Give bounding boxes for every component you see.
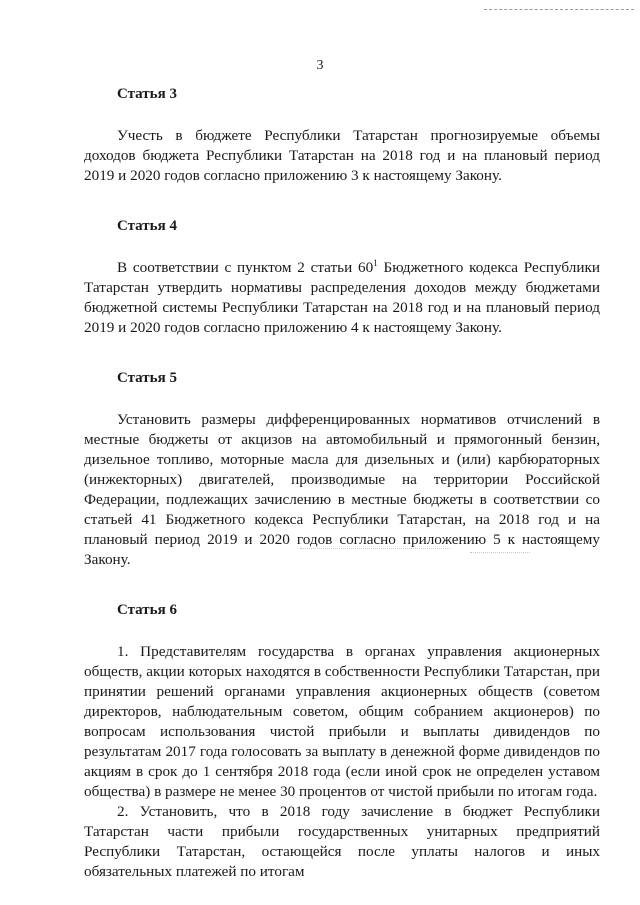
superscript-mark: 1 <box>373 257 378 268</box>
article-3-heading: Статья 3 <box>117 86 177 102</box>
article-6-paragraph-2: 2. Установить, что в 2018 году зачисление в бюджет Республики Татарстан части прибыли государственных унитарных предприятий Республики Татарстан, остающейся после уплаты налогов и иных обязательных платежей по итогам <box>84 803 600 880</box>
article-6-heading: Статья 6 <box>117 602 177 618</box>
scan-artifact-line <box>484 9 634 11</box>
article-3-paragraph: Учесть в бюджете Республики Татарстан прогнозируемые объемы доходов бюджета Республики Татарстан на 2018 год и на плановый период 2019 и 2020 годов согласно приложению 3 к настоящему Закону. <box>84 127 600 184</box>
article-4-heading: Статья 4 <box>117 218 177 234</box>
article-4-paragraph <box>84 258 600 338</box>
article-4-text-before: В соответствии с пунктом 2 статьи 60 <box>117 259 374 276</box>
article-5-paragraph: Установить размеры дифференцированных нормативов отчислений в местные бюджеты от акцизов на автомобильный и прямогонный бензин, дизельное топливо, моторные масла для дизельных и (или) карбюраторных (инжекторных) двигателей, производимые на территории Российской Федерации, подлежащих зачислению в местные бюджеты в соответствии со статьей 41 Бюджетного кодекса Республики Татарстан, на 2018 год и на плановый период 2019 и 2020 годов согласно приложению 5 к настоящему Закону. <box>84 411 600 568</box>
article-6-paragraph-1: 1. Представителям государства в органах управления акционерных обществ, акции которых находятся в собственности Республики Татарстан, при принятии решений органами управления акционерных обществ (советом директоров, наблюдательным советом, общим собранием акционеров) по вопросам использования чистой прибыли и выплаты дивидендов по результатам 2017 года голосовать за выплату в денежной форме дивидендов по акциям в срок до 1 сентября 2018 года (если иной срок не определен уставом общества) в размере не менее 30 процентов от чистой прибыли по итогам года. <box>84 643 600 800</box>
article-5-heading: Статья 5 <box>117 370 177 386</box>
page-number: 3 <box>316 58 324 73</box>
document-body <box>84 84 600 882</box>
article-4-text-after: Бюджетного кодекса Республики Татарстан утвердить нормативы распределения доходов между бюджетами бюджетной системы Республики Татарстан на 2018 год и на плановый период 2019 и 2020 годов согласно приложению 4 к настоящему Закону. <box>84 259 600 336</box>
